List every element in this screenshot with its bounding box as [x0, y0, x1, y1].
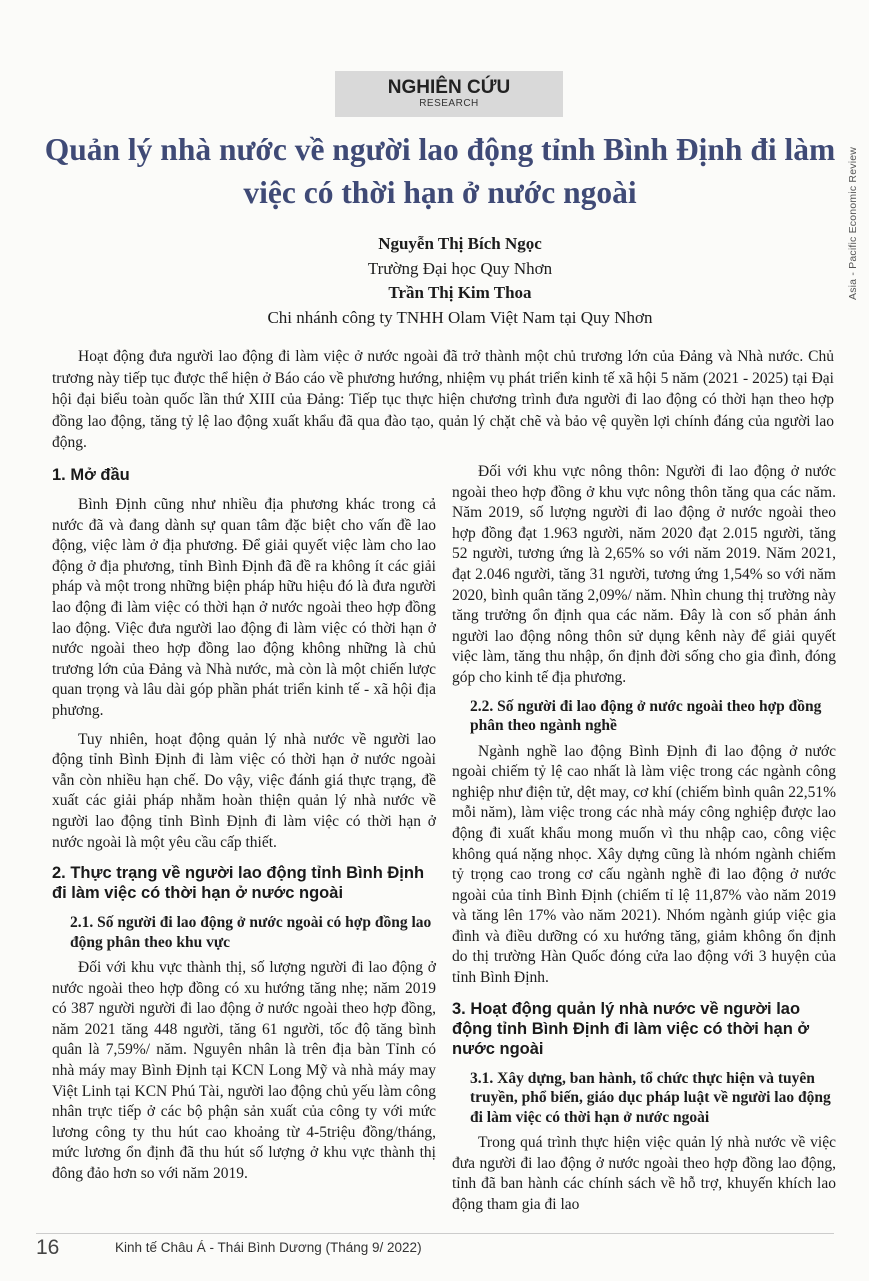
section-title-en: RESEARCH — [419, 98, 479, 109]
subheading-2-2: 2.2. Số người đi lao động ở nước ngoài theo hợp đồng phân theo ngành nghề — [470, 697, 822, 735]
section-title-vn: NGHIÊN CỨU — [387, 77, 511, 98]
authors-block — [200, 232, 720, 330]
right-column — [452, 462, 836, 1224]
paragraph: Đối với khu vực nông thôn: Người đi lao động ở nước ngoài theo hợp đồng ở khu vực nông thôn tăng qua các năm. Năm 2019, số lượng người đi lao động ở nước ngoài theo hợp đồng đạt 1.963 người, năm 2020 đạt 2.015 người, tăng 52 người, tương ứng là 2,65% so với năm 2019. Năm 2021, đạt 2.046 người, tăng 31 người, tương ứng 1,54% so với năm 2020, bình quân tăng 2,09%/ năm. Nhìn chung thị trường này tăng trưởng ổn định qua các năm. Đây là con số phản ánh người lao động nông thôn sử dụng kênh này để giải quyết việc làm, tăng thu nhập, ổn định đời sống cho gia đình, đóng góp cho kinh tế địa phương. — [452, 463, 836, 686]
article-title: Quản lý nhà nước về người lao động tỉnh Bình Định đi làm việc có thời hạn ở nước ngoài — [44, 132, 836, 210]
left-column — [52, 455, 436, 1193]
paragraph: Ngành nghề lao động Bình Định đi lao động ở nước ngoài chiếm tỷ lệ cao nhất là làm việc trong các ngành công nghiệp như điện tử, dệt may, cơ khí (chiếm bình quân 22,51% mỗi năm), làm việc trong các nhà máy công nghiệp được lao động đi xuất khẩu mong muốn vì thu nhập cao, công việc không quá nặng nhọc. Xây dựng cũng là nhóm ngành chiếm tỷ trọng cao trong cơ cấu ngành nghề đi lao động ở nước ngoài của tỉnh Bình Định (chiếm tỉ lệ 11,87% vào năm 2019 và tăng lên 17% vào năm 2021). Nhóm ngành giúp việc gia đình và điều dưỡng có xu hướng tăng, giảm không ổn định do thị trường Hàn Quốc đóng cửa lao động với 3 huyện của tỉnh Bình Định. — [452, 742, 836, 987]
heading-intro: 1. Mở đầu — [52, 466, 130, 484]
abstract: Hoạt động đưa người lao động đi làm việc ở nước ngoài đã trở thành một chủ trương lớn của Đảng và Nhà nước. Chủ trương này tiếp tục được thể hiện ở Báo cáo về phương hướng, nhiệm vụ phát triển kinh tế xã hội 5 năm (2021 - 2025) tại Đại hội đại biểu toàn quốc lần thứ XIII của Đảng: Tiếp tục thực hiện chương trình đưa người đi lao động có thời hạn theo hợp đồng lao động, tăng tỷ lệ lao động xuất khẩu đã qua đào tạo, quản lý chặt chẽ và bảo vệ quyền lợi chính đáng của người lao động. — [52, 348, 834, 451]
section-header — [335, 71, 563, 117]
heading-management: 3. Hoạt động quản lý nhà nước về người lao động tỉnh Bình Định đi làm việc có thời hạn ở nước ngoài — [452, 999, 810, 1058]
paragraph: Tuy nhiên, hoạt động quản lý nhà nước về người lao động tỉnh Bình Định đi làm việc có thời hạn ở nước ngoài vẫn còn nhiều hạn chế. Do vậy, việc đánh giá thực trạng, đề xuất các giải pháp nhằm hoàn thiện quản lý nhà nước về người lao động tỉnh Bình Định đi làm việc có thời hạn ở nước ngoài là một yêu cầu cấp thiết. — [52, 730, 436, 851]
footer-journal: Kinh tế Châu Á - Thái Bình Dương (Tháng 9/ 2022) — [115, 1240, 422, 1255]
footer-divider — [36, 1233, 834, 1234]
paragraph: Trong quá trình thực hiện việc quản lý nhà nước về việc đưa người đi lao động ở nước ngoài theo hợp đồng lao động, tỉnh đã ban hành các chính sách về hỗ trợ, khuyến khích lao động tham gia đi lao — [452, 1134, 836, 1213]
subheading-3-1: 3.1. Xây dựng, ban hành, tổ chức thực hiện và tuyên truyền, phổ biến, giáo dục pháp luật về người lao động đi làm việc có thời hạn ở nước ngoài — [470, 1069, 831, 1126]
author-affiliation: Trường Đại học Quy Nhơn — [367, 258, 553, 278]
author-affiliation: Chi nhánh công ty TNHH Olam Việt Nam tại Quy Nhơn — [267, 307, 653, 327]
page-number: 16 — [36, 1236, 60, 1259]
paragraph: Đối với khu vực thành thị, số lượng người đi lao động ở nước ngoài theo hợp đồng có xu hướng tăng nhẹ; năm 2019 có 387 người người đi lao động ở nước ngoài theo hợp đồng, năm 2021 tăng 448 người, tăng 61 người, tốc độ tăng bình quân là 7,59%/ năm. Nguyên nhân là trên địa bàn Tỉnh có nhà máy may Bình Định tại KCN Long Mỹ và nhà máy may Việt Linh tại KCN Phú Tài, người lao động chủ yếu làm công nhân trực tiếp ở các bộ phận sản xuất của công ty với mức lương công ty thu hút cao khoảng từ 4-5triệu đồng/tháng, mức lương ổn định đã thu hút số lượng ở khu vực thành thị đông đảo hơn so với năm 2019. — [52, 959, 436, 1183]
author-name: Trần Thị Kim Thoa — [388, 283, 532, 302]
paragraph: Bình Định cũng như nhiều địa phương khác trong cả nước đã và đang dành sự quan tâm đặc biệt cho vấn đề lao động, việc làm ở địa phương. Để giải quyết việc làm cho lao động ở địa phương, tỉnh Bình Định đã đề ra không ít các giải pháp và một trong những biện pháp hữu hiệu đó là đưa người lao động đi làm việc có thời hạn ở nước ngoài theo hợp đồng lao động. Việc đưa người lao động đi làm việc có thời hạn ở nước ngoài theo hợp đồng lao động không những là chủ trương lớn của Đảng và Nhà nước, mà còn là một chiến lược quan trọng và lâu dài góp phần phát triển kinh tế - xã hội địa phương. — [52, 496, 436, 719]
subheading-2-1: 2.1. Số người đi lao động ở nước ngoài có hợp đồng lao động phân theo khu vực — [70, 914, 432, 951]
heading-status: 2. Thực trạng về người lao động tỉnh Bình Định đi làm việc có thời hạn ở nước ngoài — [52, 864, 425, 903]
author-name: Nguyễn Thị Bích Ngọc — [378, 234, 542, 253]
journal-side-label — [847, 70, 863, 300]
side-label-text: Asia - Pacific Economic Review — [847, 146, 859, 300]
